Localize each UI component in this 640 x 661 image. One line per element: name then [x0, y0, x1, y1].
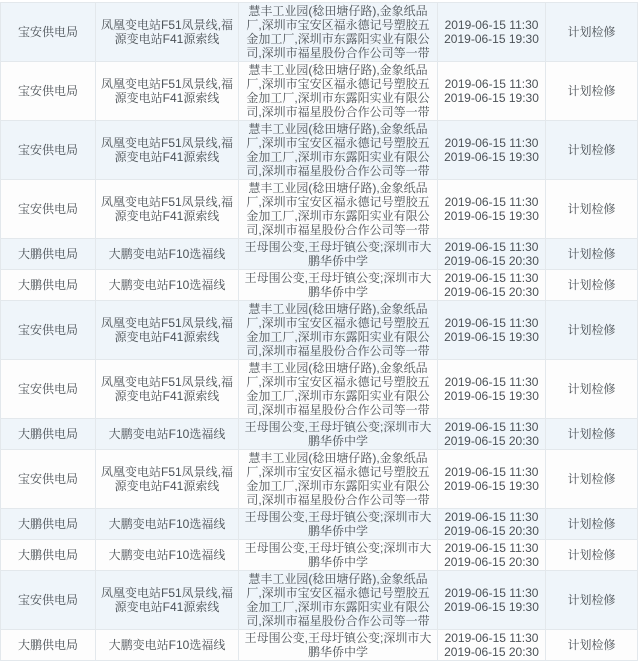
cell-maintenance-type: 计划检修 [546, 180, 638, 239]
cell-affected-area: 慧丰工业园(稔田塘仔路),金象纸品厂,深圳市宝安区福永德记号塑胶五金加工厂,深圳市东露阳实业有限公司,深圳市福星股份合作公司等一带 [239, 571, 438, 630]
cell-maintenance-type: 计划检修 [546, 571, 638, 630]
time-start: 2019-06-15 11:30 [444, 510, 539, 524]
time-end: 2019-06-15 20:30 [444, 645, 539, 659]
time-start: 2019-06-15 11:30 [444, 136, 539, 150]
power-outage-table [0, 2, 638, 661]
cell-time-window [438, 239, 546, 270]
time-end: 2019-06-15 20:30 [444, 555, 539, 569]
time-start: 2019-06-15 11:30 [444, 316, 539, 330]
cell-affected-area: 慧丰工业园(稔田塘仔路),金象纸品厂,深圳市宝安区福永德记号塑胶五金加工厂,深圳市东露阳实业有限公司,深圳市福星股份合作公司等一带 [239, 3, 438, 62]
cell-line-name: 大鹏变电站F10选福线 [96, 419, 239, 450]
cell-time-window [438, 450, 546, 509]
cell-maintenance-type: 计划检修 [546, 509, 638, 540]
time-start: 2019-06-15 11:30 [444, 77, 539, 91]
cell-time-window [438, 419, 546, 450]
cell-time-window [438, 509, 546, 540]
cell-time-window [438, 571, 546, 630]
cell-affected-area: 王母围公变,王母圩镇公变;深圳市大鹏华侨中学 [239, 239, 438, 270]
time-start: 2019-06-15 11:30 [444, 631, 539, 645]
cell-line-name: 凤凰变电站F51凤景线,福源变电站F41源索线 [96, 450, 239, 509]
time-start: 2019-06-15 11:30 [444, 271, 539, 285]
cell-affected-area: 慧丰工业园(稔田塘仔路),金象纸品厂,深圳市宝安区福永德记号塑胶五金加工厂,深圳市东露阳实业有限公司,深圳市福星股份合作公司等一带 [239, 360, 438, 419]
cell-bureau: 宝安供电局 [1, 3, 96, 62]
cell-line-name: 大鹏变电站F10选福线 [96, 239, 239, 270]
cell-affected-area: 慧丰工业园(稔田塘仔路),金象纸品厂,深圳市宝安区福永德记号塑胶五金加工厂,深圳市东露阳实业有限公司,深圳市福星股份合作公司等一带 [239, 62, 438, 121]
table-row [1, 239, 638, 270]
time-end: 2019-06-15 19:30 [444, 150, 539, 164]
cell-line-name: 大鹏变电站F10选福线 [96, 270, 239, 301]
cell-time-window [438, 270, 546, 301]
time-end: 2019-06-15 19:30 [444, 330, 539, 344]
cell-time-window [438, 3, 546, 62]
time-end: 2019-06-15 19:30 [444, 32, 539, 46]
table-row [1, 270, 638, 301]
cell-bureau: 宝安供电局 [1, 62, 96, 121]
cell-time-window [438, 180, 546, 239]
time-start: 2019-06-15 11:30 [444, 586, 539, 600]
cell-maintenance-type: 计划检修 [546, 540, 638, 571]
cell-line-name: 凤凰变电站F51凤景线,福源变电站F41源索线 [96, 301, 239, 360]
cell-line-name: 凤凰变电站F51凤景线,福源变电站F41源索线 [96, 180, 239, 239]
cell-bureau: 宝安供电局 [1, 360, 96, 419]
time-end: 2019-06-15 20:30 [444, 524, 539, 538]
table-row [1, 509, 638, 540]
cell-time-window [438, 630, 546, 661]
cell-affected-area: 慧丰工业园(稔田塘仔路),金象纸品厂,深圳市宝安区福永德记号塑胶五金加工厂,深圳市东露阳实业有限公司,深圳市福星股份合作公司等一带 [239, 301, 438, 360]
cell-affected-area: 王母围公变,王母圩镇公变;深圳市大鹏华侨中学 [239, 540, 438, 571]
cell-maintenance-type: 计划检修 [546, 450, 638, 509]
cell-maintenance-type: 计划检修 [546, 301, 638, 360]
time-end: 2019-06-15 19:30 [444, 91, 539, 105]
time-start: 2019-06-15 11:30 [444, 240, 539, 254]
table-row [1, 571, 638, 630]
time-end: 2019-06-15 20:30 [444, 434, 539, 448]
cell-affected-area: 慧丰工业园(稔田塘仔路),金象纸品厂,深圳市宝安区福永德记号塑胶五金加工厂,深圳市东露阳实业有限公司,深圳市福星股份合作公司等一带 [239, 450, 438, 509]
cell-maintenance-type: 计划检修 [546, 121, 638, 180]
cell-maintenance-type: 计划检修 [546, 3, 638, 62]
cell-bureau: 宝安供电局 [1, 450, 96, 509]
cell-affected-area: 慧丰工业园(稔田塘仔路),金象纸品厂,深圳市宝安区福永德记号塑胶五金加工厂,深圳市东露阳实业有限公司,深圳市福星股份合作公司等一带 [239, 180, 438, 239]
time-start: 2019-06-15 11:30 [444, 18, 539, 32]
cell-affected-area: 慧丰工业园(稔田塘仔路),金象纸品厂,深圳市宝安区福永德记号塑胶五金加工厂,深圳市东露阳实业有限公司,深圳市福星股份合作公司等一带 [239, 121, 438, 180]
table-row [1, 121, 638, 180]
table-row [1, 540, 638, 571]
cell-bureau: 大鹏供电局 [1, 419, 96, 450]
cell-time-window [438, 301, 546, 360]
time-end: 2019-06-15 19:30 [444, 389, 539, 403]
table-row [1, 360, 638, 419]
cell-time-window [438, 360, 546, 419]
cell-line-name: 大鹏变电站F10选福线 [96, 630, 239, 661]
cell-affected-area: 王母围公变,王母圩镇公变;深圳市大鹏华侨中学 [239, 419, 438, 450]
cell-bureau: 大鹏供电局 [1, 270, 96, 301]
cell-bureau: 大鹏供电局 [1, 239, 96, 270]
cell-affected-area: 王母围公变,王母圩镇公变;深圳市大鹏华侨中学 [239, 630, 438, 661]
cell-bureau: 宝安供电局 [1, 180, 96, 239]
time-start: 2019-06-15 11:30 [444, 420, 539, 434]
cell-bureau: 大鹏供电局 [1, 540, 96, 571]
cell-affected-area: 王母围公变,王母圩镇公变;深圳市大鹏华侨中学 [239, 509, 438, 540]
cell-time-window [438, 121, 546, 180]
cell-line-name: 凤凰变电站F51凤景线,福源变电站F41源索线 [96, 121, 239, 180]
table-row [1, 630, 638, 661]
table-row [1, 180, 638, 239]
table-row [1, 419, 638, 450]
time-start: 2019-06-15 11:30 [444, 465, 539, 479]
table-row [1, 450, 638, 509]
cell-maintenance-type: 计划检修 [546, 270, 638, 301]
time-end: 2019-06-15 19:30 [444, 600, 539, 614]
table-row [1, 301, 638, 360]
cell-bureau: 大鹏供电局 [1, 509, 96, 540]
cell-time-window [438, 62, 546, 121]
time-end: 2019-06-15 19:30 [444, 479, 539, 493]
cell-bureau: 大鹏供电局 [1, 630, 96, 661]
cell-line-name: 凤凰变电站F51凤景线,福源变电站F41源索线 [96, 360, 239, 419]
cell-bureau: 宝安供电局 [1, 301, 96, 360]
cell-line-name: 大鹏变电站F10选福线 [96, 509, 239, 540]
time-end: 2019-06-15 20:30 [444, 254, 539, 268]
cell-maintenance-type: 计划检修 [546, 62, 638, 121]
cell-maintenance-type: 计划检修 [546, 239, 638, 270]
cell-affected-area: 王母围公变,王母圩镇公变;深圳市大鹏华侨中学 [239, 270, 438, 301]
table-row [1, 62, 638, 121]
table-row [1, 3, 638, 62]
cell-bureau: 宝安供电局 [1, 571, 96, 630]
cell-line-name: 大鹏变电站F10选福线 [96, 540, 239, 571]
cell-line-name: 凤凰变电站F51凤景线,福源变电站F41源索线 [96, 3, 239, 62]
cell-maintenance-type: 计划检修 [546, 630, 638, 661]
time-start: 2019-06-15 11:30 [444, 195, 539, 209]
time-end: 2019-06-15 20:30 [444, 285, 539, 299]
cell-time-window [438, 540, 546, 571]
table-body [1, 3, 638, 661]
cell-maintenance-type: 计划检修 [546, 419, 638, 450]
time-start: 2019-06-15 11:30 [444, 541, 539, 555]
cell-maintenance-type: 计划检修 [546, 360, 638, 419]
time-end: 2019-06-15 19:30 [444, 209, 539, 223]
cell-line-name: 凤凰变电站F51凤景线,福源变电站F41源索线 [96, 62, 239, 121]
cell-line-name: 凤凰变电站F51凤景线,福源变电站F41源索线 [96, 571, 239, 630]
cell-bureau: 宝安供电局 [1, 121, 96, 180]
time-start: 2019-06-15 11:30 [444, 375, 539, 389]
